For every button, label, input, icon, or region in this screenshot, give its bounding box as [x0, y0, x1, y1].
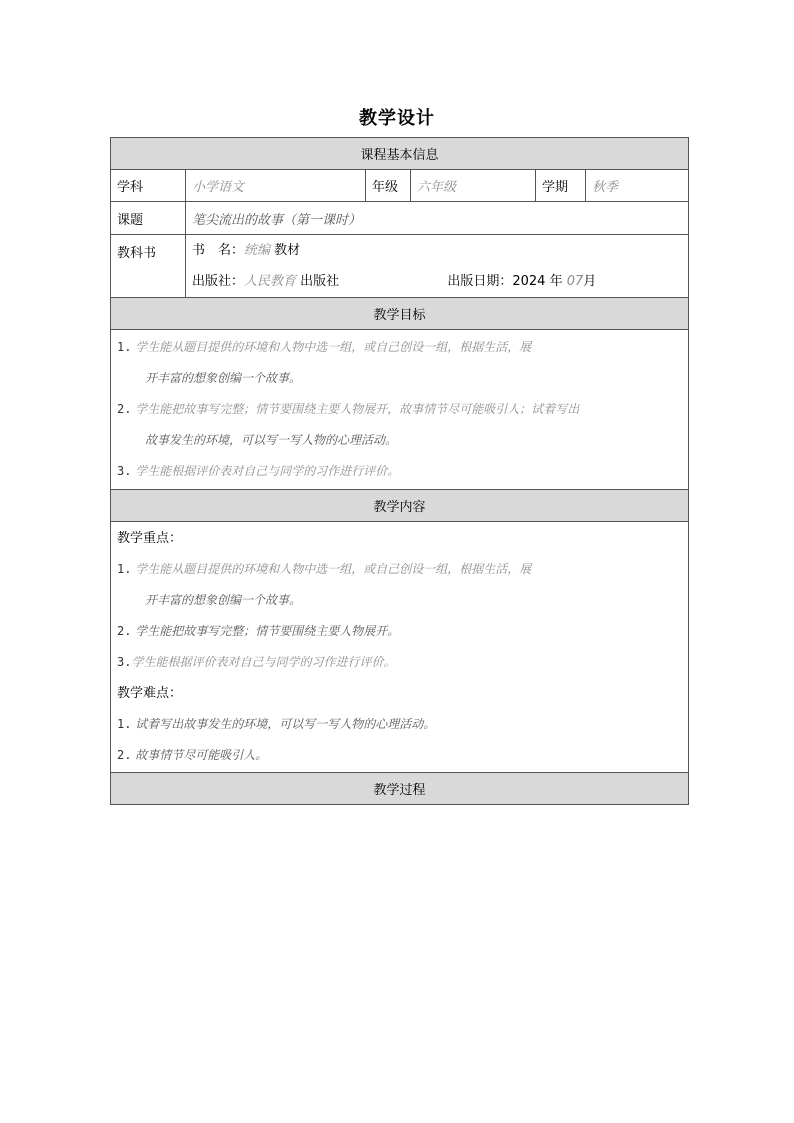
objectives-header: 教学目标: [111, 298, 689, 330]
process-header: 教学过程: [111, 773, 689, 805]
book-name-suffix: 教材: [274, 243, 301, 258]
grade-label: 年级: [366, 170, 411, 202]
grade-value: 六年级: [411, 170, 536, 202]
document-title: 教学设计: [359, 108, 435, 129]
publisher-suffix: 出版社: [300, 274, 340, 289]
content-list: [111, 522, 689, 773]
objective-item-cont: 故事发生的环境，可以写一写人物的心理活动。: [145, 433, 398, 447]
difficulty-item: 1. 试着写出故事发生的环境，可以写一写人物的心理活动。: [117, 717, 436, 731]
pub-date-label: 出版日期：: [447, 274, 513, 289]
pub-year: 2024: [512, 274, 546, 289]
key-point-item: 1. 学生能从题目提供的环境和人物中选一组，或自己创设一组，根据生活，展: [117, 562, 532, 576]
objective-item: 3. 学生能根据评价表对自己与同学的习作进行评价。: [117, 464, 400, 478]
difficulty-item: 2. 故事情节尽可能吸引人。: [117, 748, 268, 762]
subject-label: 学科: [111, 170, 186, 202]
key-point-item-cont: 开丰富的想象创编一个故事。: [145, 593, 302, 607]
publisher-label: 出版社：: [192, 274, 245, 289]
objective-item: 2. 学生能把故事写完整；情节要围绕主要人物展开，故事情节尽可能吸引人；试着写出: [117, 402, 580, 416]
difficulties-label: 教学难点：: [117, 686, 183, 701]
pub-month: 07: [566, 274, 584, 289]
publisher-line: [192, 266, 682, 297]
term-label: 学期: [536, 170, 586, 202]
term-value: 秋季: [586, 170, 689, 202]
book-name-line: [192, 235, 682, 266]
publish-date: [447, 266, 596, 297]
book-name-value: 统编: [244, 243, 271, 258]
lesson-plan-table: [110, 137, 689, 805]
year-char: 年: [549, 274, 563, 289]
key-point-item: 2. 学生能把故事写完整；情节要围绕主要人物展开。: [117, 624, 400, 638]
objective-item: 1. 学生能从题目提供的环境和人物中选一组，或自己创设一组，根据生活，展: [117, 340, 532, 354]
publisher-value: 人民教育: [244, 274, 297, 289]
topic-label: 课题: [111, 202, 186, 235]
content-header: 教学内容: [111, 490, 689, 522]
subject-value: 小学语文: [186, 170, 366, 202]
objectives-list: [111, 330, 689, 490]
basic-info-header: 课程基本信息: [111, 138, 689, 170]
month-char: 月: [583, 274, 597, 289]
textbook-label: 教科书: [111, 235, 186, 298]
textbook-info: [186, 235, 689, 298]
key-point-item: 3.学生能根据评价表对自己与同学的习作进行评价。: [117, 655, 396, 669]
objective-item-cont: 开丰富的想象创编一个故事。: [145, 371, 302, 385]
book-name-label: 书 名：: [192, 243, 245, 258]
key-points-label: 教学重点：: [117, 531, 183, 546]
topic-value: 笔尖流出的故事（第一课时）: [186, 202, 689, 235]
